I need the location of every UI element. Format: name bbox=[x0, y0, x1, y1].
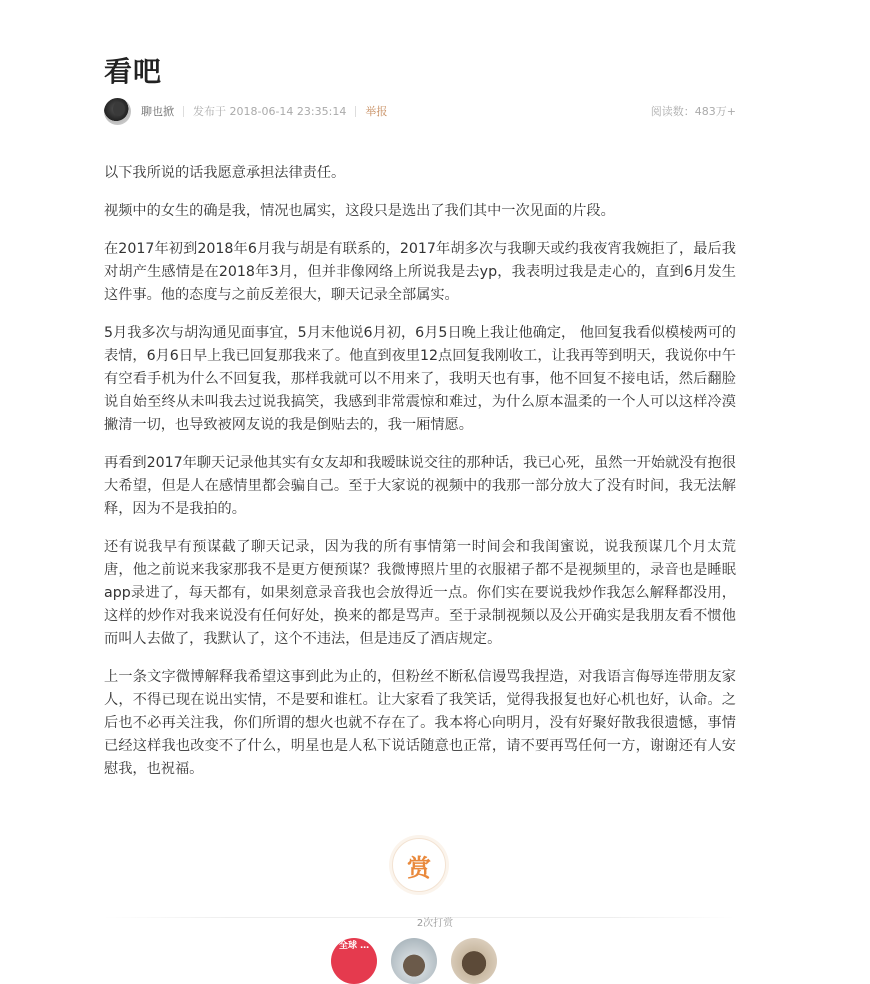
author-avatar[interactable] bbox=[104, 98, 131, 125]
read-count bbox=[651, 103, 736, 119]
paragraph: 视频中的女生的确是我，情况也属实，这段只是选出了我们其中一次见面的片段。 bbox=[104, 203, 615, 219]
reward-button[interactable] bbox=[392, 838, 446, 892]
reward-label: 赏 bbox=[407, 852, 431, 882]
report-link[interactable]: 举报 bbox=[365, 105, 388, 118]
tipper-avatar[interactable] bbox=[391, 938, 437, 984]
meta-divider bbox=[183, 106, 184, 117]
paragraph: 在2017年初到2018年6月我与胡是有联系的，2017年胡多次与我聊天或约我夜宵我婉拒了，最后我对胡产生感情是在2018年3月，但并非像网络上所说我是去yp，我表明过我是走心的，直到6月发生这件事。他的态度与之前反差很大，聊天记录全部属实。 bbox=[104, 241, 736, 303]
tipper-avatar[interactable] bbox=[331, 938, 377, 984]
paragraph: 再看到2017年聊天记录他其实有女友却和我暧昧说交往的那种话，我已心死，虽然一开始就没有抱很大希望，但是人在感情里都会骗自己。至于大家说的视频中的我那一部分放大了没有时间，我无法解释，因为不是我拍的。 bbox=[104, 455, 736, 517]
author-name[interactable]: 聊也掀 bbox=[141, 105, 174, 118]
tipper-avatar[interactable] bbox=[451, 938, 497, 984]
article-body bbox=[104, 162, 736, 796]
read-count-value: 483万+ bbox=[694, 105, 736, 118]
article-meta bbox=[104, 97, 736, 125]
tipper-avatar-text: 全球 … bbox=[339, 941, 370, 951]
reward-count-text: 2次打赏 bbox=[409, 918, 461, 929]
paragraph: 5月我多次与胡沟通见面事宜，5月末他说6月初，6月5日晚上我让他确定， 他回复我看似模棱两可的表情，6月6日早上我已回复那我来了。他直到夜里12点回复我刚收工，让我再等到明天，我说你中午有空看手机为什么不回复我，那样我就可以不用来了，我明天也有事，他不回复不接电话，然后翻脸说自始至终从未叫我去过说我搞笑，我感到非常震惊和难过，为什么原本温柔的一个人可以这样冷漠撇清一切，也导致被网友说的我是倒贴去的，我一厢情愿。 bbox=[104, 325, 736, 433]
meta-divider bbox=[355, 106, 356, 117]
paragraph: 以下我所说的话我愿意承担法律责任。 bbox=[104, 165, 346, 181]
paragraph: 还有说我早有预谋截了聊天记录，因为我的所有事情第一时间会和我闺蜜说，说我预谋几个月太荒唐，他之前说来我家那我不是更方便预谋？我微博照片里的衣服裙子都不是视频里的，录音也是睡眠app录进了，每天都有，如果刻意录音我也会放得近一点。你们实在要说我炒作我怎么解释都没用，这样的炒作对我来说没有任何好处，换来的都是骂声。至于录制视频以及公开确实是我朋友看不惯他而叫人去做了，我默认了，这个不违法，但是违反了酒店规定。 bbox=[104, 539, 736, 647]
tipper-avatars bbox=[331, 938, 511, 959]
read-count-label: 阅读数： bbox=[650, 105, 695, 118]
publish-time: 发布于 2018-06-14 23:35:14 bbox=[193, 105, 347, 118]
paragraph: 上一条文字微博解释我希望这事到此为止的，但粉丝不断私信谩骂我捏造，对我语言侮辱连带朋友家人，不得已现在说出实情，不是要和谁杠。让大家看了我笑话，觉得我报复也好心机也好，认命。之后也不必再关注我，你们所谓的想火也就不存在了。我本将心向明月，没有好聚好散我很遗憾，事情已经这样我也改变不了什么，明星也是人私下说话随意也正常，请不要再骂任何一方，谢谢还有人安慰我，也祝福。 bbox=[104, 669, 736, 777]
reward-count bbox=[0, 911, 870, 930]
article-title: 看吧 bbox=[104, 55, 163, 88]
